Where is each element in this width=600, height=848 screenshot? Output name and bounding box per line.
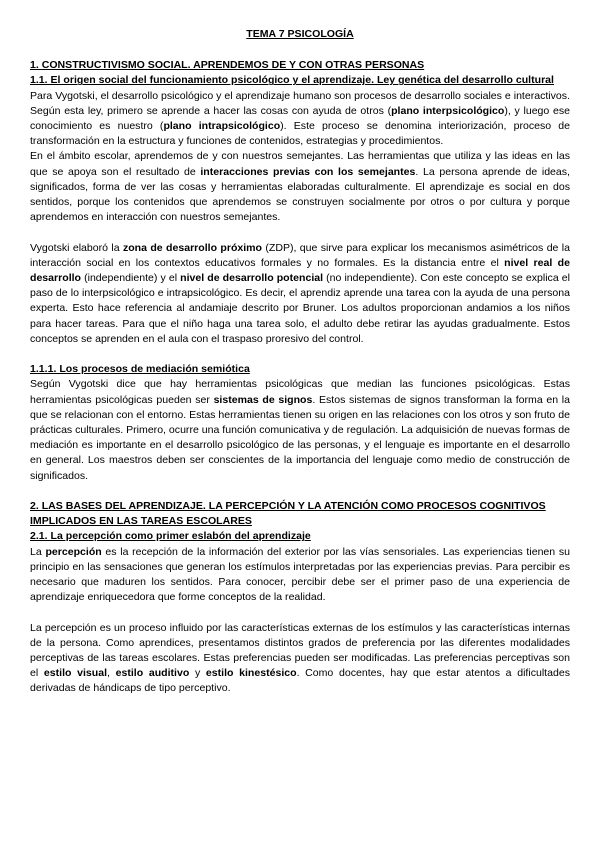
spacer	[30, 225, 570, 240]
section-2-1-heading: 2.1. La percepción como primer eslabón del aprendizaje	[30, 530, 311, 543]
paragraph-perceptual-styles: La percepción es un proceso influido por las características externas de los estímulos y las características internas de la persona. Como aprendices, presentamos distintos grados de preferencia por las diferentes modalidades perceptivas de las tareas escolares. Estas preferencias pueden ser modificadas. Las preferencias perceptivas son el estilo visual, estilo auditivo y estilo kinestésico. Como docentes, hay que estar atentos a dificultades derivadas de hándicaps de tipo perceptivo.	[30, 621, 570, 695]
document-title: TEMA 7 PSICOLOGÍA	[246, 28, 354, 40]
spacer	[30, 484, 570, 499]
paragraph-zdp: Vygotski elaboró la zona de desarrollo próximo (ZDP), que sirve para explicar los mecanismos asimétricos de la interacción social en los contextos educativos formales y no formales. Es la distancia entre el nivel real de desarrollo (independiente) y el nivel de desarrollo potencial (no independiente). Con este concepto se explica el paso de lo interpsicológico e intrapsicológico. Es decir, el aprendiz aprende una tarea con la ayuda de una persona experta. Esto hace referencia al andamiaje descrito por Bruner. Los adultos proporcionan andamios a los niños para hacer tareas. Para que el niño haga una tarea solo, el adulto debe retirar las ayudas gradualmente. Estos conceptos se aprenden en el aula con el traspaso proresivo del control.	[30, 241, 571, 345]
paragraph-school-context: En el ámbito escolar, aprendemos de y con nuestros semejantes. Las herramientas que utiliza y las ideas en las que se apoya son el resultado de interacciones previas con los semejantes. La persona aprende de ideas, significados, forma de ver las cosas y herramientas elaboradas culturalmente. El aprendizaje es social en dos sentidos, porque los contenidos que aprendemos se construyen socialmente por otros o por cultura y porque aprendemos en interacción con nuestros semejantes.	[30, 150, 570, 224]
spacer	[30, 347, 570, 362]
section-2-heading: 2. LAS BASES DEL APRENDIZAJE. LA PERCEPCIÓN Y LA ATENCIÓN COMO PROCESOS COGNITIVOS IMPLICADOS EN LAS TAREAS ESCOLARES	[30, 500, 546, 528]
section-1-heading: 1. CONSTRUCTIVISMO SOCIAL. APRENDEMOS DE Y CON OTRAS PERSONAS	[30, 59, 425, 72]
paragraph-perception-definition: La percepción es la recepción de la información del exterior por las vías sensoriales. Las experiencias tienen su principio en las sensaciones que generan los estímulos interpretadas por las experiencias previas. Para percibir es necesario que maduren los sentidos. Para conocer, percibir debe ser el primer paso de una experiencia de aprendizaje enriquecedora que forme conceptos de la realidad.	[30, 545, 570, 604]
spacer	[30, 605, 570, 620]
paragraph-semiotic-mediation: Según Vygotski dice que hay herramientas psicológicas que median las funciones psicológicas. Estas herramientas psicológicas pueden ser sistemas de signos. Estos sistemas de signos transforman la forma en la que se relacionan con el entorno. Estas herramientas tienen su origen en las relaciones con los otros y son fruto de prácticas culturales. Primero, ocurre una función comunicativa y de regulación. La adquisición de nuevas formas de mediación es importante en el desarrollo psicológico de las personas, y el lenguaje es importante en el desarrollo en general. Los maestros deben ser conscientes de la importancia del lenguaje como medio de construcción de significados.	[30, 378, 570, 482]
paragraph-vygotski-law: Para Vygotski, el desarrollo psicológico y el aprendizaje humano son procesos de desarrollo sociales e interactivos. Según esta ley, primero se aprende a hacer las cosas con ayuda de otros (plano interpsicológico), y luego ese conocimiento es nuestro (plano intrapsicológico). Este proceso se denomina interiorización, proceso de transformación en la estructura y funciones de contenidos, estrategias y procedimientos.	[30, 89, 571, 148]
section-1-1-1-heading: 1.1.1. Los procesos de mediación semiótica	[30, 363, 250, 376]
section-1-1-heading: 1.1. El origen social del funcionamiento psicológico y el aprendizaje. Ley genética del desarrollo cultural	[30, 74, 554, 87]
